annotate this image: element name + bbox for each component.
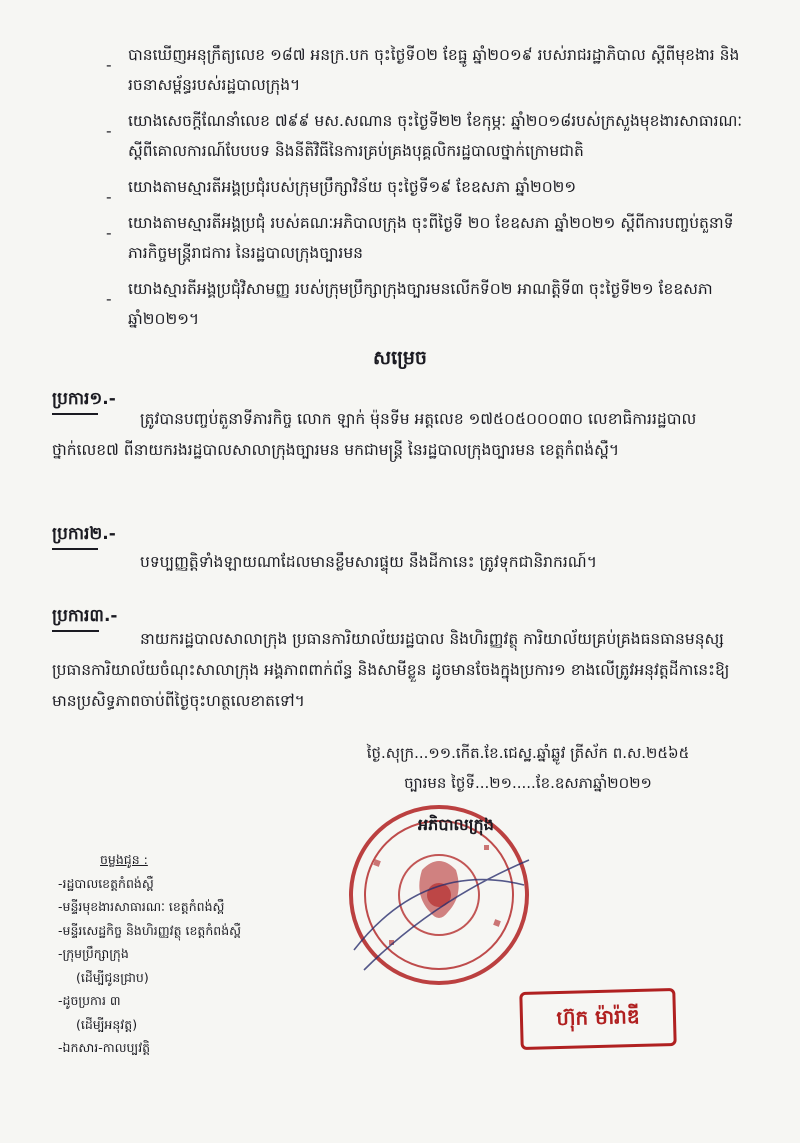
copy-to-note: (ដើម្បីអនុវត្ត) xyxy=(76,1016,138,1032)
copy-to-item: -ក្រុមប្រឹក្សាក្រុង xyxy=(58,946,129,961)
copy-to-item: -ឯកសារ-កាលប្បវត្តិ xyxy=(58,1040,151,1055)
article-2-body: បទប្បញ្ញត្តិទាំងឡាយណាដែលមានខ្លឹមសារផ្ទុយ នឹងដីកានេះ ត្រូវទុកជានិរាករណ៍។ xyxy=(140,553,597,571)
reference-item: - យោងស្មារតីអង្គប្រជុំវិសាមញ្ញ របស់ក្រុមប្រឹក្សាក្រុងច្បារមនលើកទី០២ អាណត្តិទី៣ ចុះថ្ងៃទី២១ ខែឧសភា ឆ្នាំ២០២១។ xyxy=(106,280,713,328)
bullet-dot: - xyxy=(106,188,112,206)
copy-to-item: -មន្ទីរមុខងារសាធារណៈ ខេត្តកំពង់ស្ពឺ xyxy=(58,899,225,914)
copy-to-item: -រដ្ឋបាលខេត្តកំពង់ស្ពឺ xyxy=(58,875,154,891)
article-1-body: ត្រូវបានបញ្ចប់តួនាទីភារកិច្ច លោក ឡាក់ ម៉ុនទីម អត្តលេខ ១៧៥០៥០០០៣០ លេខាធិការរដ្ឋបាល ថ្នាក់លេខ៧ ពីនាយករងរដ្ឋបាលសាលាក្រុងច្បារមន មកជាមន្ត្រី នៃរដ្ឋបាលក្រុងច្បារមន ខេត្តកំពង់ស្ពឺ។ xyxy=(52,410,697,459)
bullet-dot: - xyxy=(106,122,112,140)
reference-item: - យោងតាមស្មារតីអង្គប្រជុំរបស់ក្រុមប្រឹក្សាវិន័យ ចុះថ្ងៃទី១៩ ខែឧសភា ឆ្នាំ២០២១ xyxy=(110,172,750,202)
reference-list xyxy=(106,40,750,340)
copy-to-item: -មន្ទីរសេដ្ឋកិច្ច និងហិរញ្ញវត្ថុ ខេត្តកំពង់ស្ពឺ xyxy=(58,922,242,938)
copy-to-list xyxy=(58,848,241,1060)
copy-to-item: -ដូចប្រការ ៣ xyxy=(58,993,121,1008)
copy-to-title: ចម្លងជូន : xyxy=(100,852,148,867)
reference-item: - យោងតាមស្មារតីអង្គប្រជុំ របស់គណៈអភិបាលក្រុង ចុះពីថ្ងៃទី ២០ ខែឧសភា ឆ្នាំ២០២១ ស្តីពីការបញ្ចប់តួនាទី ភារកិច្ចមន្ត្រីរាជការ នៃរដ្ឋបាលក្រុងច្បារមន xyxy=(106,214,734,262)
decision-heading: សម្រេច xyxy=(373,347,427,369)
article-2-label: ប្រការ២.- xyxy=(52,523,116,548)
reference-item: - បានឃើញអនុក្រឹត្យលេខ ១៨៧ អនក្រ.បក ចុះថ្ងៃទី០២ ខែធ្នូ ឆ្នាំ២០១៩ របស់រាជរដ្ឋាភិបាល ស្តីពីមុខងារ និងរចនាសម្ព័ន្ធរបស់រដ្ឋបាលក្រុង។ xyxy=(106,46,740,94)
reference-item: - យោងសេចក្តីណែនាំលេខ ៧៩៩ មស.សណាន ចុះថ្ងៃទី២២ ខែកុម្ភៈ ឆ្នាំ២០១៨របស់ក្រសួងមុខងារសាធារណៈ ស្តីពីគោលការណ៍បែបបទ និងនីតិវិធីនៃការគ្រប់គ្រងបុគ្គលិករដ្ឋបាលថ្នាក់ក្រោមជាតិ xyxy=(106,112,743,160)
copy-to-note: (ដើម្បីជូនជ្រាប) xyxy=(76,969,149,985)
signer-title: អភិបាលក្រុង xyxy=(418,815,494,834)
article-1-label: ប្រការ១.- xyxy=(52,388,116,413)
bullet-dot: - xyxy=(106,224,112,242)
bullet-dot: - xyxy=(106,290,112,308)
article-3-body: នាយករដ្ឋបាលសាលាក្រុង ប្រធានការិយាល័យរដ្ឋបាល និងហិរញ្ញវត្ថុ ការិយាល័យគ្រប់គ្រងធនធានមនុស្ស ប្រធានការិយាល័យចំណុះសាលាក្រុង អង្គភាពពាក់ព័ន្ធ និងសាមីខ្លួន ដូចមានចែងក្នុងប្រការ១ ខាងលើត្រូវអនុវត្តដីកានេះឱ្យមានប្រសិទ្ធភាពចាប់ពីថ្ងៃចុះហត្ថលេខាតទៅ។ xyxy=(52,630,730,710)
gregorian-date: ច្បារមន ថ្ងៃទី...២១.....ខែ.ឧសភាឆ្នាំ២០២១ xyxy=(404,774,652,792)
lunar-date: ថ្ងៃ.សុក្រ...១១.កើត.ខែ.ជេស្ឋ.ឆ្នាំឆ្លូវ ត្រីស័ក ព.ស.២៥៦៥ xyxy=(366,744,690,762)
signer-name-stamp: ហ៊ុក ម៉ារ៉ាឌី xyxy=(519,988,676,1050)
article-3-label: ប្រការ៣.- xyxy=(52,605,117,630)
bullet-dot: - xyxy=(106,56,112,74)
date-block xyxy=(318,738,738,798)
